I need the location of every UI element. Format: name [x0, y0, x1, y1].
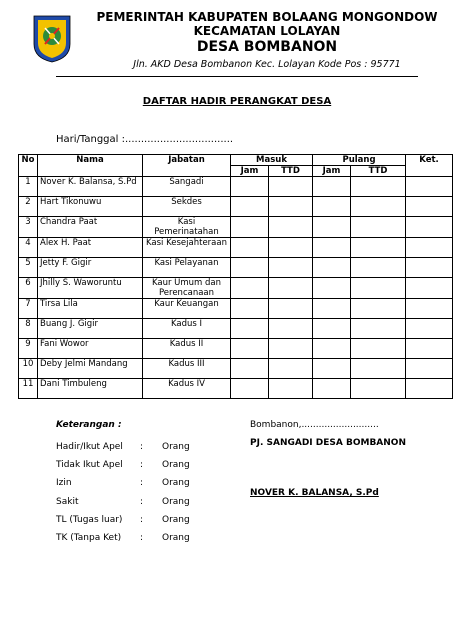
cell-masuk-ttd	[269, 197, 313, 217]
cell-masuk-jam	[231, 238, 269, 258]
signature-place-date: Bombanon,...........................	[250, 420, 379, 430]
row-no: 5	[19, 258, 38, 278]
summary-colon: :	[140, 514, 144, 525]
cell-pulang-ttd	[351, 379, 406, 399]
row-jabatan: Kadus I	[143, 319, 231, 339]
cell-pulang-jam	[313, 177, 351, 197]
row-jabatan: Kaur Keuangan	[143, 299, 231, 319]
summary-colon: :	[140, 442, 144, 453]
cell-masuk-jam	[231, 339, 269, 359]
table-row	[19, 177, 453, 197]
col-header-masuk-jam: Jam	[231, 166, 269, 177]
summary-value: Orang	[162, 478, 190, 489]
summary-item	[56, 456, 190, 474]
row-jabatan: Kasi Pemerinatahan	[143, 217, 231, 238]
col-header-masuk: Masuk	[231, 155, 313, 166]
cell-ket	[406, 359, 453, 379]
row-nama: Alex H. Paat	[38, 238, 143, 258]
cell-masuk-ttd	[269, 177, 313, 197]
summary-value: Orang	[162, 533, 190, 544]
row-no: 6	[19, 278, 38, 299]
summary-title: Keterangan :	[56, 420, 122, 430]
table-row	[19, 217, 453, 238]
summary-label: Hadir/Ikut Apel	[56, 442, 123, 453]
cell-pulang-jam	[313, 319, 351, 339]
row-nama: Jetty F. Gigir	[38, 258, 143, 278]
table-row	[19, 258, 453, 278]
summary-colon: :	[140, 460, 144, 471]
summary-colon: :	[140, 533, 144, 544]
cell-masuk-ttd	[269, 379, 313, 399]
cell-masuk-jam	[231, 299, 269, 319]
cell-pulang-ttd	[351, 258, 406, 278]
row-nama: Jhilly S. Waworuntu	[38, 278, 143, 299]
row-no: 1	[19, 177, 38, 197]
row-no: 11	[19, 379, 38, 399]
cell-ket	[406, 238, 453, 258]
header-regency: PEMERINTAH KABUPATEN BOLAANG MONGONDOW	[96, 10, 438, 24]
summary-item	[56, 438, 190, 456]
row-no: 7	[19, 299, 38, 319]
row-jabatan: Sangadi	[143, 177, 231, 197]
row-nama: Fani Wowor	[38, 339, 143, 359]
cell-ket	[406, 339, 453, 359]
cell-masuk-jam	[231, 197, 269, 217]
table-row	[19, 278, 453, 299]
summary-colon: :	[140, 496, 144, 507]
row-no: 8	[19, 319, 38, 339]
header-district: KECAMATAN LOLAYAN	[193, 24, 341, 38]
col-header-no: No	[19, 155, 38, 177]
cell-pulang-jam	[313, 238, 351, 258]
row-nama: Hart Tikonuwu	[38, 197, 143, 217]
cell-pulang-ttd	[351, 238, 406, 258]
cell-ket	[406, 379, 453, 399]
row-jabatan: Kasi Pelayanan	[143, 258, 231, 278]
cell-pulang-ttd	[351, 339, 406, 359]
summary-item	[56, 529, 190, 547]
summary-value: Orang	[162, 496, 190, 507]
district-emblem-logo	[32, 14, 72, 64]
cell-pulang-ttd	[351, 319, 406, 339]
summary-item	[56, 474, 190, 492]
cell-ket	[406, 217, 453, 238]
row-jabatan: Kasi Kesejahteraan	[143, 238, 231, 258]
summary-item	[56, 511, 190, 529]
cell-pulang-ttd	[351, 217, 406, 238]
col-header-nama: Nama	[38, 155, 143, 177]
cell-masuk-ttd	[269, 299, 313, 319]
cell-masuk-ttd	[269, 319, 313, 339]
document-title: DAFTAR HADIR PERANGKAT DESA	[142, 96, 332, 107]
cell-masuk-ttd	[269, 339, 313, 359]
cell-masuk-jam	[231, 319, 269, 339]
cell-pulang-jam	[313, 299, 351, 319]
summary-label: TK (Tanpa Ket)	[56, 533, 122, 544]
header-address: Jln. AKD Desa Bombanon Kec. Lolayan Kode Pos : 95771	[133, 59, 401, 70]
row-no: 3	[19, 217, 38, 238]
cell-masuk-ttd	[269, 359, 313, 379]
table-row	[19, 379, 453, 399]
summary-label: TL (Tugas luar)	[56, 514, 123, 525]
row-jabatan: Sekdes	[143, 197, 231, 217]
cell-masuk-jam	[231, 359, 269, 379]
col-header-masuk-ttd: TTD	[269, 166, 313, 177]
cell-masuk-ttd	[269, 217, 313, 238]
col-header-pulang-jam: Jam	[313, 166, 351, 177]
signature-position: PJ. SANGADI DESA BOMBANON	[250, 438, 406, 448]
signature-block	[250, 420, 406, 498]
summary-label: Sakit	[56, 496, 79, 507]
table-row	[19, 238, 453, 258]
cell-masuk-ttd	[269, 258, 313, 278]
row-nama: Dani Timbuleng	[38, 379, 143, 399]
cell-pulang-jam	[313, 359, 351, 379]
row-nama: Nover K. Balansa, S.Pd	[38, 177, 143, 197]
cell-ket	[406, 299, 453, 319]
col-header-pulang: Pulang	[313, 155, 406, 166]
table-row	[19, 197, 453, 217]
row-no: 4	[19, 238, 38, 258]
summary-label: Izin	[56, 478, 72, 489]
summary-value: Orang	[162, 442, 190, 453]
summary-value: Orang	[162, 514, 190, 525]
letterhead	[80, 10, 454, 72]
row-jabatan: Kadus IV	[143, 379, 231, 399]
row-nama: Tirsa Lila	[38, 299, 143, 319]
cell-ket	[406, 177, 453, 197]
cell-masuk-ttd	[269, 238, 313, 258]
cell-pulang-jam	[313, 217, 351, 238]
cell-masuk-jam	[231, 379, 269, 399]
cell-pulang-ttd	[351, 278, 406, 299]
cell-masuk-ttd	[269, 278, 313, 299]
cell-pulang-ttd	[351, 197, 406, 217]
attendance-summary	[56, 420, 190, 547]
summary-item	[56, 493, 190, 511]
row-nama: Chandra Paat	[38, 217, 143, 238]
signature-name: NOVER K. BALANSA, S.Pd	[250, 488, 379, 498]
row-no: 2	[19, 197, 38, 217]
cell-masuk-jam	[231, 177, 269, 197]
summary-label: Tidak Ikut Apel	[56, 460, 123, 471]
summary-colon: :	[140, 478, 144, 489]
cell-pulang-ttd	[351, 299, 406, 319]
cell-masuk-jam	[231, 217, 269, 238]
cell-pulang-ttd	[351, 359, 406, 379]
row-jabatan: Kadus II	[143, 339, 231, 359]
cell-pulang-jam	[313, 278, 351, 299]
cell-pulang-jam	[313, 197, 351, 217]
col-header-jabatan: Jabatan	[143, 155, 231, 177]
table-row	[19, 299, 453, 319]
cell-masuk-jam	[231, 278, 269, 299]
cell-pulang-ttd	[351, 177, 406, 197]
cell-ket	[406, 278, 453, 299]
row-nama: Deby Jelmi Mandang	[38, 359, 143, 379]
row-no: 9	[19, 339, 38, 359]
col-header-ket: Ket.	[406, 155, 453, 177]
date-field: Hari/Tanggal :..................................	[56, 134, 234, 145]
cell-ket	[406, 319, 453, 339]
row-no: 10	[19, 359, 38, 379]
cell-pulang-jam	[313, 258, 351, 278]
header-divider	[56, 76, 418, 77]
header-village: DESA BOMBANON	[196, 39, 338, 55]
table-row	[19, 359, 453, 379]
attendance-table	[18, 154, 453, 399]
row-nama: Buang J. Gigir	[38, 319, 143, 339]
cell-pulang-jam	[313, 379, 351, 399]
cell-ket	[406, 258, 453, 278]
cell-pulang-jam	[313, 339, 351, 359]
row-jabatan: Kaur Umum dan Perencanaan	[143, 278, 231, 299]
cell-masuk-jam	[231, 258, 269, 278]
table-row	[19, 339, 453, 359]
summary-value: Orang	[162, 460, 190, 471]
col-header-pulang-ttd: TTD	[351, 166, 406, 177]
cell-ket	[406, 197, 453, 217]
row-jabatan: Kadus III	[143, 359, 231, 379]
table-row	[19, 319, 453, 339]
